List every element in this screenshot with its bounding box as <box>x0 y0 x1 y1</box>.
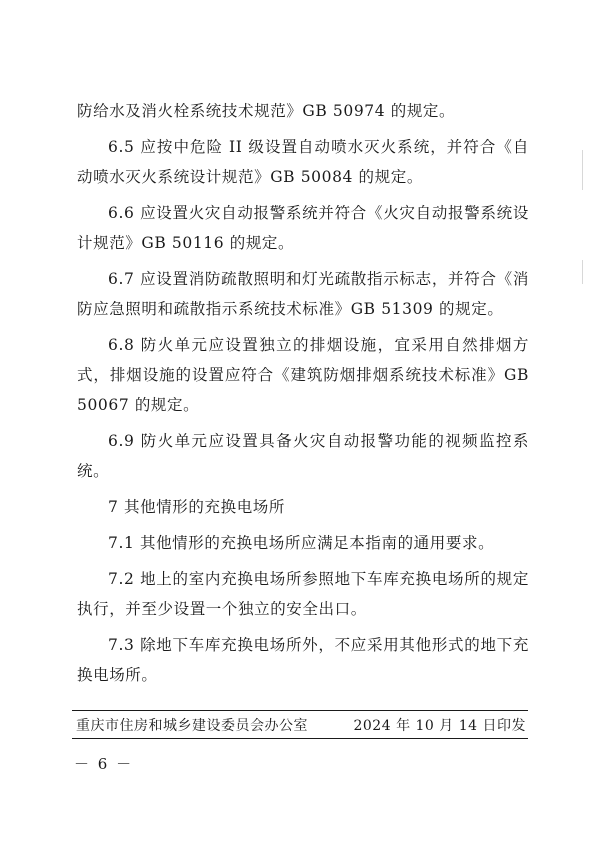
section-heading-7: 7 其他情形的充换电场所 <box>108 498 285 516</box>
page-number: － 6 － <box>74 755 134 773</box>
paragraph-6-7: 6.7 应设置消防疏散照明和灯光疏散指示标志，并符合《消防应急照明和疏散指示系统技术标准》GB 51309 的规定。 <box>77 270 529 318</box>
paragraph-6-9: 6.9 防火单元应设置具备火灾自动报警功能的视频监控系统。 <box>77 432 529 480</box>
paragraph-7-2: 7.2 地上的室内充换电场所参照地下车库充换电场所的规定执行，并至少设置一个独立的安全出口。 <box>77 570 529 618</box>
footer-rule-bottom <box>72 738 528 739</box>
scan-edge-mark <box>582 260 583 284</box>
scan-edge-mark <box>582 150 583 190</box>
footer-issuer: 重庆市住房和城乡建设委员会办公室 <box>76 718 308 734</box>
footer-date: 2024 年 10 月 14 日印发 <box>353 718 526 734</box>
paragraph-6-8: 6.8 防火单元应设置独立的排烟设施，宜采用自然排烟方式，排烟设施的设置应符合《建筑防烟排烟系统技术标准》GB 50067 的规定。 <box>77 336 529 414</box>
body-text <box>77 96 529 696</box>
paragraph-6-5: 6.5 应按中危险 II 级设置自动喷水灭火系统，并符合《自动喷水灭火系统设计规范》GB 50084 的规定。 <box>77 138 529 186</box>
paragraph-6-6: 6.6 应设置火灾自动报警系统并符合《火灾自动报警系统设计规范》GB 50116 的规定。 <box>77 204 529 252</box>
paragraph-7-1: 7.1 其他情形的充换电场所应满足本指南的通用要求。 <box>108 534 495 552</box>
footer-rule-top <box>72 710 528 711</box>
paragraph-7-3: 7.3 除地下车库充换电场所外，不应采用其他形式的地下充换电场所。 <box>77 636 529 684</box>
paragraph-continuation: 防给水及消火栓系统技术规范》GB 50974 的规定。 <box>77 102 456 120</box>
